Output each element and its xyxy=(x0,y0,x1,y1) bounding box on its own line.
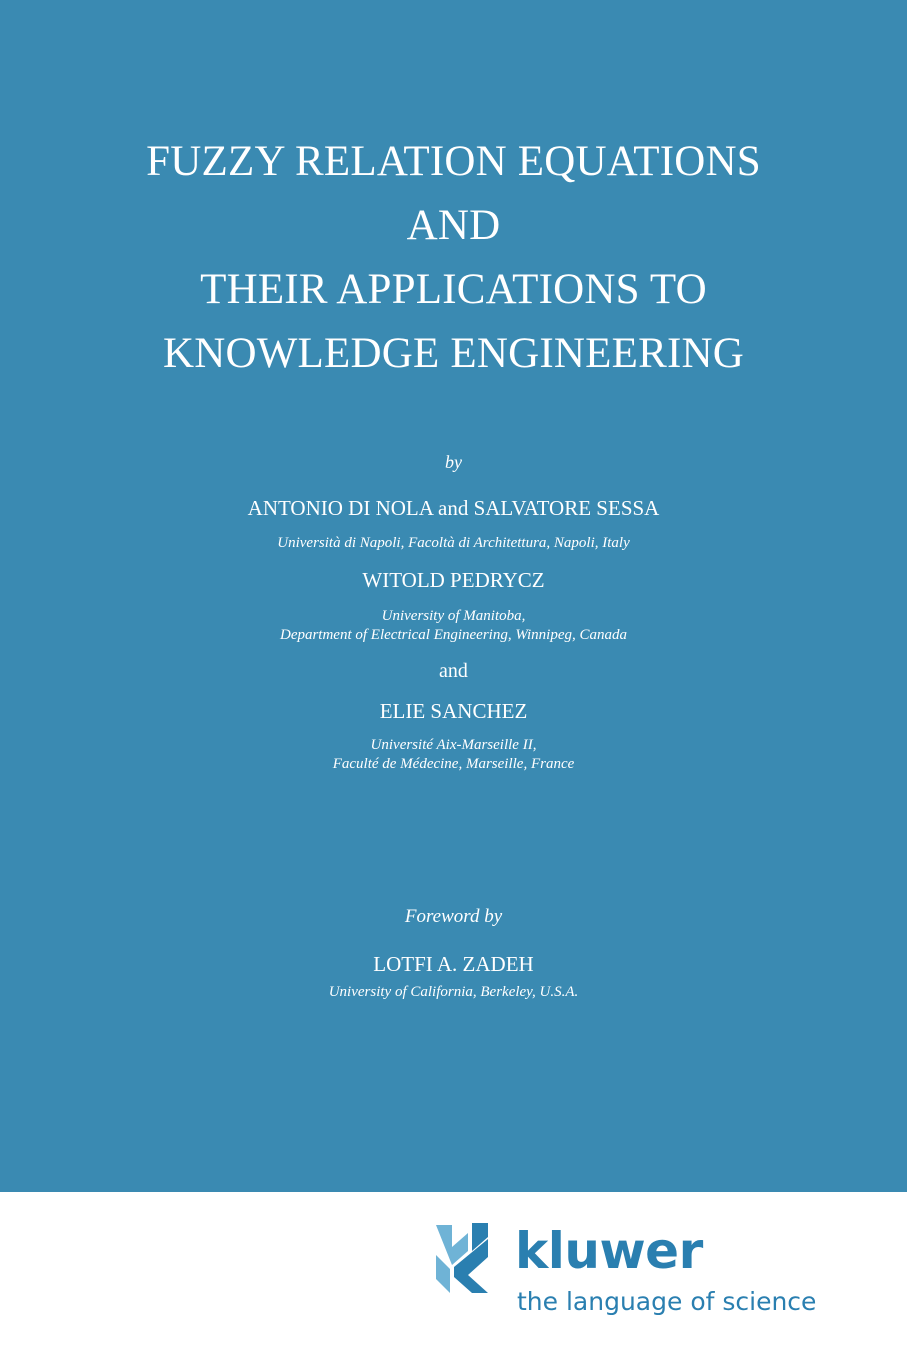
foreword-author: LOTFI A. ZADEH xyxy=(373,952,534,976)
title-line: AND xyxy=(406,202,501,249)
author-pair: ANTONIO DI NOLA and SALVATORE SESSA xyxy=(247,496,660,520)
author-pair-affiliation: Università di Napoli, Facoltà di Architettura, Napoli, Italy xyxy=(277,535,630,551)
publisher-tagline: the language of science xyxy=(517,1287,817,1316)
author-third: ELIE SANCHEZ xyxy=(379,699,528,723)
title-line: FUZZY RELATION EQUATIONS xyxy=(146,138,761,185)
kluwer-logo-icon xyxy=(428,1217,508,1297)
by-label: by xyxy=(445,452,462,472)
author-second-affiliation-line2: Department of Electrical Engineering, Winnipeg, Canada xyxy=(279,627,628,643)
author-second-affiliation-line1: University of Manitoba, xyxy=(381,608,526,624)
and-label: and xyxy=(439,660,468,682)
author-second: WITOLD PEDRYCZ xyxy=(362,568,545,592)
publisher-name: kluwer xyxy=(515,1222,703,1280)
author-third-affiliation-line2: Faculté de Médecine, Marseille, France xyxy=(332,756,575,772)
author-third-affiliation-line1: Université Aix-Marseille II, xyxy=(370,737,537,753)
foreword-affiliation: University of California, Berkeley, U.S.A. xyxy=(328,984,579,1000)
foreword-label: Foreword by xyxy=(404,906,503,927)
title-line: KNOWLEDGE ENGINEERING xyxy=(163,330,744,377)
title-line: THEIR APPLICATIONS TO xyxy=(200,266,707,313)
